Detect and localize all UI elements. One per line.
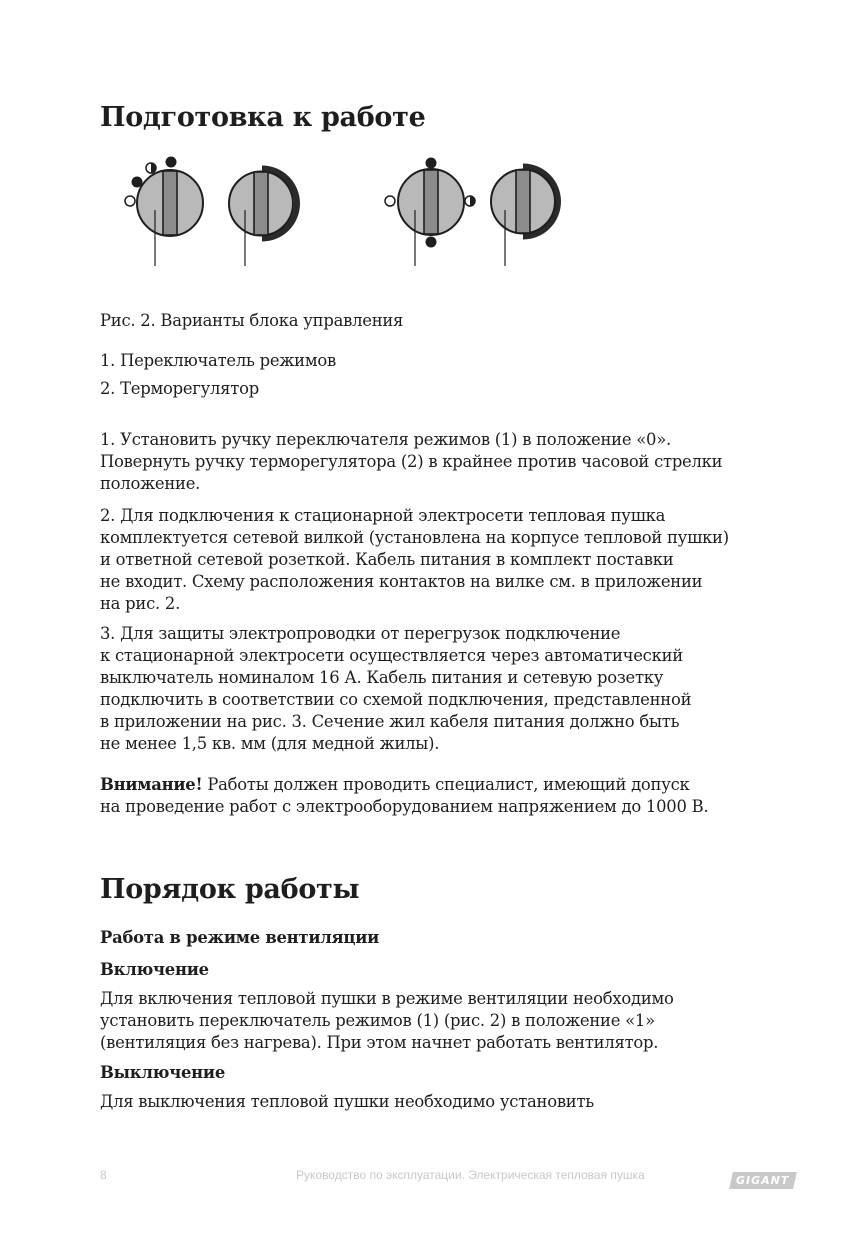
mode-position-full-heat-icon-b [426,158,437,169]
text-line: Для выключения тепловой пушки необходимо установить [100,1092,594,1111]
section-title-preparation: Подготовка к работе [100,102,426,133]
mode-switch-knob-b [398,169,464,266]
text-line: (вентиляция без нагрева). При этом начнет работать вентилятор. [100,1033,659,1052]
thermostat-knob-a [229,166,300,267]
text-line: не менее 1,5 кв. мм (для медной жилы). [100,734,440,753]
text-line: на рис. 2. [100,594,181,613]
text-line: в приложении на рис. 3. Сечение жил кабеля питания должно быть [100,712,680,731]
step-1-paragraph [100,429,800,495]
heading-switch-off: Выключение [100,1063,225,1082]
warning-paragraph [100,774,800,818]
text-line: Для включения тепловой пушки в режиме вентиляции необходимо [100,989,674,1008]
figure-caption: Рис. 2. Варианты блока управления [100,311,404,330]
switch-off-paragraph [100,1091,800,1113]
text-line: Работы должен проводить специалист, имеющий допуск [202,775,690,794]
text-line: подключить в соответствии со схемой подключения, представленной [100,690,692,709]
mode-position-half-heat-icon-b [465,196,475,206]
control-panel-figure [110,150,580,272]
text-line: установить переключатель режимов (1) (рис. 2) в положение «1» [100,1011,655,1030]
mode-switch-knob-a [137,170,203,266]
text-line: не входит. Схему расположения контактов на вилке см. в приложении [100,572,703,591]
text-line: положение. [100,474,201,493]
text-line: к стационарной электросети осуществляется через автоматический [100,646,683,665]
page-number: 8 [100,1168,107,1182]
mode-position-fan-icon-b [426,237,437,248]
footer-doc-title: Руководство по эксплуатации. Электрическая тепловая пушка [296,1168,645,1182]
step-3-paragraph [100,623,800,755]
text-line: Повернуть ручку терморегулятора (2) в крайнее против часовой стрелки [100,452,723,471]
mode-position-off-icon-b [385,196,395,206]
switch-on-paragraph [100,988,800,1054]
mode-position-half-heat-icon [146,163,156,173]
brand-logo [729,1172,797,1189]
text-line: 2. Для подключения к стационарной электросети тепловая пушка [100,506,666,525]
legend-item-mode-switch: 1. Переключатель режимов [100,351,336,370]
text-line: на проведение работ с электрооборудованием напряжением до 1000 В. [100,797,709,816]
thermostat-knob-b [491,164,561,267]
subsection-title-ventilation: Работа в режиме вентиляции [100,928,380,947]
section-title-operation: Порядок работы [100,874,360,905]
mode-position-fan-icon [132,177,143,188]
heading-switch-on: Включение [100,960,209,979]
mode-position-full-heat-icon [166,157,177,168]
text-line: 3. Для защиты электропроводки от перегрузок подключение [100,624,621,643]
text-line: комплектуется сетевой вилкой (установлена на корпусе тепловой пушки) [100,528,729,547]
mode-position-off-icon [125,196,135,206]
warning-label: Внимание! [100,775,203,794]
step-2-paragraph [100,505,800,615]
text-line: и ответной сетевой розеткой. Кабель питания в комплект поставки [100,550,674,569]
text-line: 1. Установить ручку переключателя режимов (1) в положение «0». [100,430,671,449]
text-line: выключатель номиналом 16 А. Кабель питания и сетевую розетку [100,668,664,687]
legend-item-thermostat: 2. Терморегулятор [100,379,259,398]
brand-logo-text: GIGANT [736,1174,790,1187]
